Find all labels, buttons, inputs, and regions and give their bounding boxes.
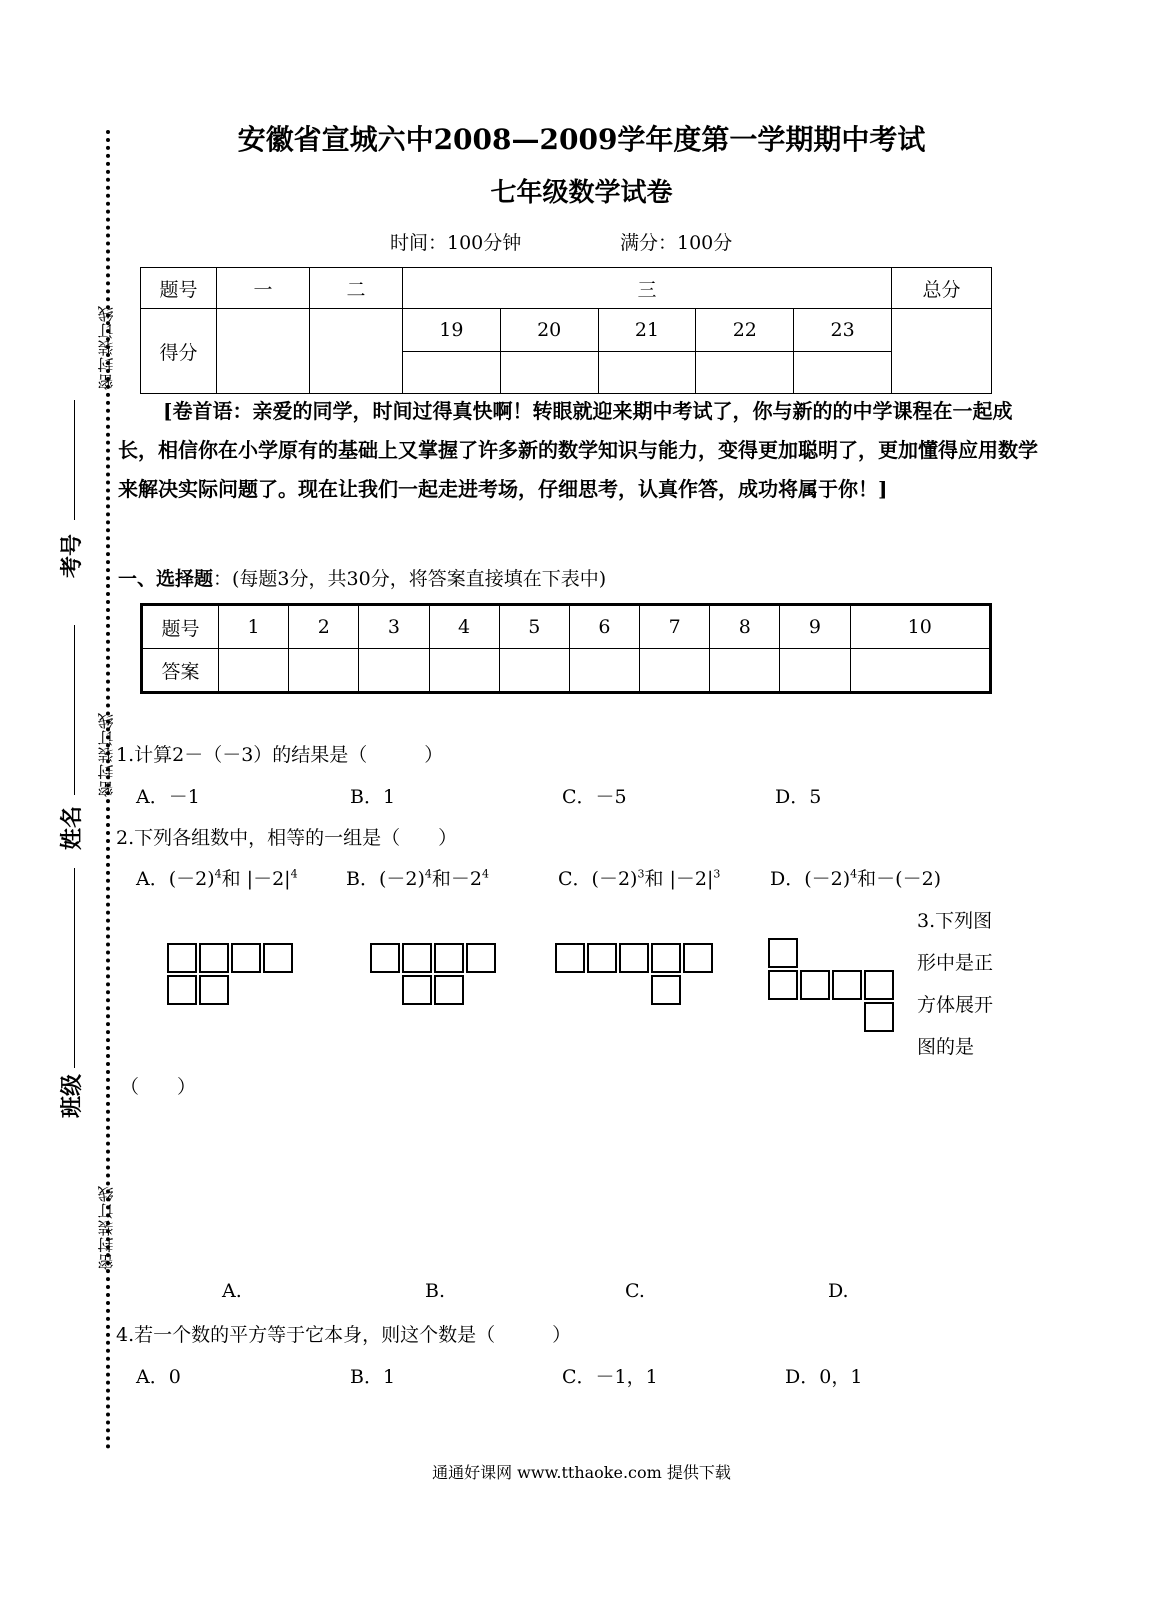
answer-table-header-label: 题号 — [142, 605, 219, 649]
score-table-header-part3: 三 — [403, 268, 892, 309]
q2-option-b — [346, 864, 489, 891]
exam-no-label: 考号 — [59, 533, 85, 578]
score-subheader-19: 19 — [403, 309, 501, 352]
q2-option-a-mid: 和 |－2| — [221, 868, 291, 890]
q2-option-b-base: B．(－2) — [346, 868, 425, 890]
exam-full-score: 满分：100分 — [620, 232, 733, 254]
q2-option-b-mid: 和－2 — [431, 868, 482, 890]
answer-num-5: 5 — [499, 605, 569, 649]
score-cell-21[interactable] — [598, 352, 696, 394]
q1-option-a: A．－1 — [136, 786, 200, 808]
exam-time: 时间：100分钟 — [390, 232, 522, 254]
seal-line-label-2: 密封装订线 — [97, 712, 116, 797]
q3-option-a: A. — [222, 1280, 242, 1302]
q3-option-d: D. — [828, 1280, 849, 1302]
q3-option-c: C. — [625, 1280, 645, 1302]
name-blank-line — [74, 625, 75, 795]
answer-cell-7[interactable] — [640, 649, 710, 693]
class-label: 班级 — [59, 1073, 85, 1118]
answer-cell-2[interactable] — [289, 649, 359, 693]
score-table-row-label: 得分 — [141, 309, 217, 394]
q3-option-b: B. — [425, 1280, 446, 1302]
q4-option-a: A．0 — [136, 1366, 181, 1388]
answer-cell-10[interactable] — [850, 649, 990, 693]
q2-option-c-base: C．(－2) — [558, 868, 638, 890]
q1-stem: 1.计算2－（－3）的结果是（ ） — [116, 744, 444, 766]
exam-no-blank-line — [74, 400, 75, 520]
answer-num-1: 1 — [219, 605, 289, 649]
seal-line-label-1: 密封装订线 — [97, 305, 116, 390]
answer-cell-9[interactable] — [780, 649, 850, 693]
answer-num-7: 7 — [640, 605, 710, 649]
q2-stem: 2.下列各组数中，相等的一组是（ ） — [116, 827, 458, 849]
q2-option-d — [770, 864, 941, 891]
q2-option-c-mid: 和 |－2| — [644, 868, 714, 890]
section1-heading: 一、选择题 — [118, 568, 214, 590]
score-cell-20[interactable] — [500, 352, 598, 394]
score-subheader-22: 22 — [696, 309, 794, 352]
answer-cell-6[interactable] — [569, 649, 639, 693]
q2-option-d-mid: 和－(－2) — [857, 868, 942, 890]
preface-text: [卷首语：亲爱的同学，时间过得真快啊！转眼就迎来期中考试了，你与新的的中学课程在一起成长，相信你在小学原有的基础上又掌握了许多新的数学知识与能力，变得更加聪明了，更加懂得应用数学来解决实际问题了。现在让我们一起走进考场，仔细思考，认真作答，成功将属于你！] — [118, 399, 1038, 501]
q3-answer-paren: （ ） — [120, 1076, 197, 1098]
score-cell-part1[interactable] — [217, 309, 310, 394]
q2-option-a-exp: 4 — [214, 867, 222, 881]
answer-table-row-label: 答案 — [142, 649, 219, 693]
q4-option-d: D．0，1 — [785, 1366, 863, 1388]
q2-option-a-base: A．(－2) — [136, 868, 215, 890]
answer-cell-1[interactable] — [219, 649, 289, 693]
q1-option-d: D．5 — [775, 786, 822, 808]
score-cell-total[interactable] — [892, 309, 992, 394]
score-table-header-total: 总分 — [892, 268, 992, 309]
score-cell-22[interactable] — [696, 352, 794, 394]
answer-cell-5[interactable] — [499, 649, 569, 693]
q2-option-a — [136, 864, 298, 891]
score-subheader-20: 20 — [500, 309, 598, 352]
answer-num-9: 9 — [780, 605, 850, 649]
answer-num-4: 4 — [429, 605, 499, 649]
answer-cell-4[interactable] — [429, 649, 499, 693]
answer-cell-3[interactable] — [359, 649, 429, 693]
q2-option-c-exp: 3 — [637, 867, 645, 881]
q4-option-c: C．－1，1 — [562, 1366, 658, 1388]
q3-stem-line-4: 图的是 — [917, 1036, 975, 1058]
score-table-header-part2: 二 — [310, 268, 403, 309]
footer-download-note: 通通好课网 www.tthaoke.com 提供下载 — [432, 1463, 731, 1482]
score-cell-19[interactable] — [403, 352, 501, 394]
q2-option-c-exp2: 3 — [713, 867, 721, 881]
score-table — [140, 267, 992, 394]
q2-option-b-exp: 4 — [424, 867, 432, 881]
exam-title: 安徽省宣城六中2008—2009学年度第一学期期中考试 — [237, 123, 926, 156]
answer-num-2: 2 — [289, 605, 359, 649]
score-subheader-21: 21 — [598, 309, 696, 352]
q2-option-d-base: D．(－2) — [770, 868, 851, 890]
q2-option-d-exp: 4 — [850, 867, 858, 881]
section1-note: ：(每题3分，共30分，将答案直接填在下表中) — [213, 568, 607, 590]
score-cell-part2[interactable] — [310, 309, 403, 394]
answer-cell-8[interactable] — [710, 649, 780, 693]
q1-option-b: B．1 — [350, 786, 396, 808]
q2-option-a-exp2: 4 — [290, 867, 298, 881]
score-table-header-label: 题号 — [141, 268, 217, 309]
q3-stem-line-3: 方体展开 — [917, 994, 994, 1016]
answer-num-6: 6 — [569, 605, 639, 649]
class-blank-line — [74, 868, 75, 1068]
seal-line-label-3: 密封装订线 — [97, 1185, 116, 1270]
q1-option-c: C．－5 — [562, 786, 627, 808]
answer-table — [140, 603, 992, 694]
q3-stem-line-1: 3.下列图 — [917, 910, 993, 932]
q4-option-b: B．1 — [350, 1366, 396, 1388]
q3-stem-line-2: 形中是正 — [917, 952, 994, 974]
answer-num-8: 8 — [710, 605, 780, 649]
section1-heading-line — [118, 564, 606, 591]
answer-num-3: 3 — [359, 605, 429, 649]
q2-option-b-exp2: 4 — [481, 867, 489, 881]
exam-subtitle: 七年级数学试卷 — [490, 178, 673, 208]
score-subheader-23: 23 — [794, 309, 892, 352]
answer-num-10: 10 — [850, 605, 990, 649]
q4-stem: 4.若一个数的平方等于它本身，则这个数是（ ） — [116, 1324, 572, 1346]
q2-option-c — [558, 864, 720, 891]
score-table-header-part1: 一 — [217, 268, 310, 309]
name-label: 姓名 — [59, 805, 85, 850]
score-cell-23[interactable] — [794, 352, 892, 394]
